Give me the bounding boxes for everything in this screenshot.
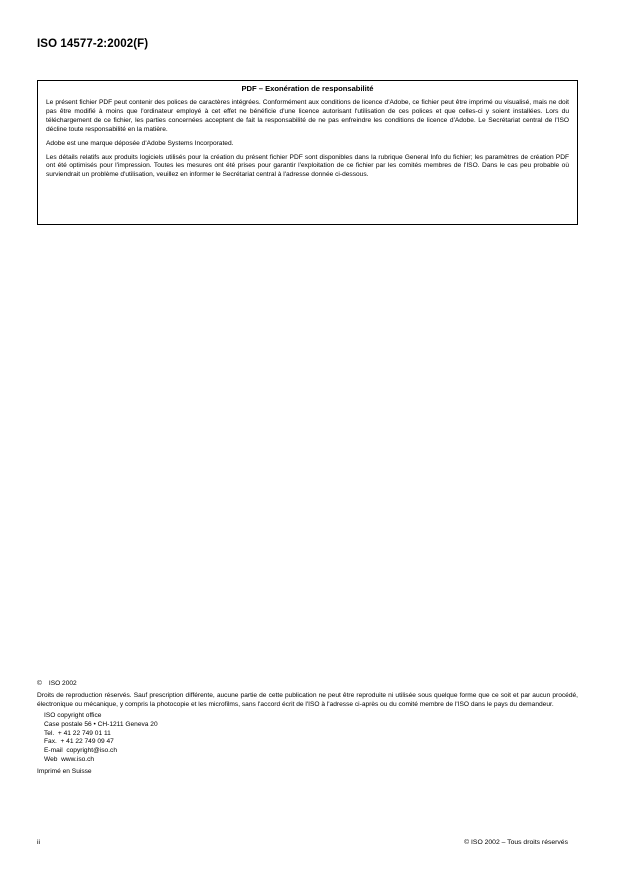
disclaimer-paragraph-software-details: Les détails relatifs aux produits logiciels utilisés pour la création du présent fichier PDF sont disponibles dans la rubrique General Info du fichier; les paramètres de création PDF ont été optimisés pour l'impression. Toutes les mesures ont été prises pour garantir l'exploitation de ce fichier par les comités membres de l'ISO. Dans le cas peu probable où surviendrait un problème d'utilisation, veuillez en informer le Secrétariat central à l'adresse donnée ci-dessous. <box>46 153 569 179</box>
address-email: E-mail copyright@iso.ch <box>44 747 118 755</box>
disclaimer-title: PDF – Exonération de responsabilité <box>241 84 374 93</box>
page-number: ii <box>37 839 41 846</box>
document-id: ISO 14577-2:2002(F) <box>37 38 149 50</box>
printed-in: Imprimé en Suisse <box>37 768 92 776</box>
copyright-block <box>37 680 578 777</box>
iso-address <box>44 712 578 765</box>
copyright-year: ISO 2002 <box>48 680 77 687</box>
address-postal: Case postale 56 • CH-1211 Geneva 20 <box>44 720 158 728</box>
page-footer <box>37 839 568 846</box>
footer-copyright: © ISO 2002 – Tous droits réservés <box>464 839 568 846</box>
disclaimer-paragraph-adobe-trademark: Adobe est une marque déposée d'Adobe Systems Incorporated. <box>46 139 234 147</box>
copyright-line <box>37 680 578 689</box>
copyright-symbol: © <box>37 680 42 687</box>
pdf-disclaimer-box <box>37 80 578 225</box>
address-fax: Fax. + 41 22 749 09 47 <box>44 738 114 746</box>
address-web: Web www.iso.ch <box>44 756 95 764</box>
disclaimer-paragraph-fonts: Le présent fichier PDF peut contenir des polices de caractères intégrées. Conformément aux conditions de licence d'Adobe, ce fichier peut être imprimé ou visualisé, mais ne doit pas être modifié à moins que l'ordinateur employé à cet effet ne bénéficie d'une licence autorisant l'utilisation de ces polices et que celles-ci y soient installées. Lors du téléchargement de ce fichier, les parties concernées acceptent de fait la responsabilité de ne pas enfreindre les conditions de licence d'Adobe. Le Secrétariat central de l'ISO décline toute responsabilité en la matière. <box>46 99 569 133</box>
address-tel: Tel. + 41 22 749 01 11 <box>44 729 111 737</box>
rights-reserved-paragraph: Droits de reproduction réservés. Sauf prescription différente, aucune partie de cette publication ne peut être reproduite ni utilisée sous quelque forme que ce soit et par aucun procédé, électronique ou mécanique, y compris la photocopie et les microfilms, sans l'accord écrit de l'ISO à l'adresse ci-après ou du comité membre de l'ISO dans le pays du demandeur. <box>37 691 578 708</box>
address-office: ISO copyright office <box>44 711 102 719</box>
